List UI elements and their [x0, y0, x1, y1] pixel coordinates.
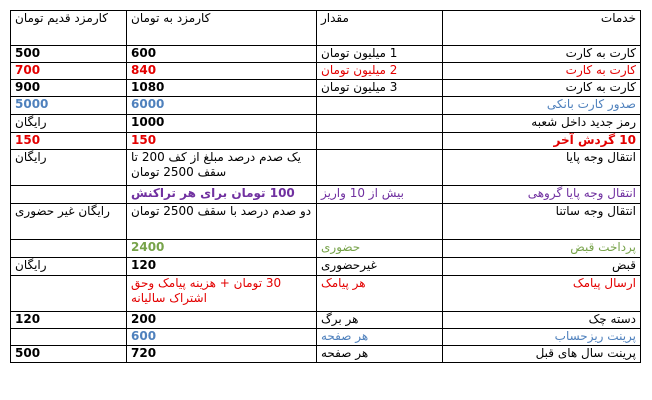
service-cell: کارت به کارت — [443, 63, 641, 80]
old-fee-cell: 700 — [11, 63, 127, 80]
service-cell: انتقال وجه پایا — [443, 150, 641, 186]
table-row — [11, 346, 641, 363]
amount-cell: هر صفحه — [317, 329, 443, 346]
service-cell: انتقال وجه پایا گروهی — [443, 186, 641, 204]
old-fee-cell — [11, 240, 127, 258]
service-cell: 10 گردش آخر — [443, 133, 641, 150]
table-row — [11, 186, 641, 204]
amount-cell: بیش از 10 واریز — [317, 186, 443, 204]
amount-cell — [317, 97, 443, 115]
service-cell: انتقال وجه ساتنا — [443, 204, 641, 240]
old-fee-cell: 500 — [11, 46, 127, 63]
fee-cell: 600 — [127, 329, 317, 346]
fee-cell: 720 — [127, 346, 317, 363]
fee-cell: 100 تومان برای هر تراکنش — [127, 186, 317, 204]
header-old-fee: کارمزد قدیم تومان — [11, 11, 127, 46]
header-service: خدمات — [443, 11, 641, 46]
old-fee-cell: رایگان — [11, 115, 127, 133]
fee-cell: 1000 — [127, 115, 317, 133]
amount-cell: هر صفحه — [317, 346, 443, 363]
table-row — [11, 258, 641, 276]
fee-cell: 1080 — [127, 80, 317, 97]
table-row — [11, 312, 641, 329]
header-fee: کارمزد به تومان — [127, 11, 317, 46]
amount-cell: 2 میلیون تومان — [317, 63, 443, 80]
table-row — [11, 97, 641, 115]
amount-cell: حضوری — [317, 240, 443, 258]
header-amount: مقدار — [317, 11, 443, 46]
table-row — [11, 276, 641, 312]
amount-cell — [317, 150, 443, 186]
fee-cell: 150 — [127, 133, 317, 150]
fee-cell: 840 — [127, 63, 317, 80]
amount-cell — [317, 133, 443, 150]
service-cell: پرداخت قبض — [443, 240, 641, 258]
old-fee-cell — [11, 186, 127, 204]
service-cell: دسته چک — [443, 312, 641, 329]
amount-cell: هر پیامک — [317, 276, 443, 312]
service-cell: پرینت سال های قبل — [443, 346, 641, 363]
table-row — [11, 133, 641, 150]
old-fee-cell: 900 — [11, 80, 127, 97]
table-row — [11, 204, 641, 240]
table-row — [11, 63, 641, 80]
header-row — [11, 11, 641, 46]
fee-cell: 6000 — [127, 97, 317, 115]
amount-cell: هر برگ — [317, 312, 443, 329]
fee-cell: یک صدم درصد مبلغ از کف 200 تا سقف 2500 تومان — [127, 150, 317, 186]
old-fee-cell: رایگان — [11, 150, 127, 186]
old-fee-cell: 150 — [11, 133, 127, 150]
service-cell: کارت به کارت — [443, 46, 641, 63]
old-fee-cell: رایگان — [11, 258, 127, 276]
fee-cell: 120 — [127, 258, 317, 276]
service-cell: صدور کارت بانکی — [443, 97, 641, 115]
table-row — [11, 46, 641, 63]
amount-cell — [317, 204, 443, 240]
fee-cell: 200 — [127, 312, 317, 329]
fee-cell: دو صدم درصد با سقف 2500 تومان — [127, 204, 317, 240]
service-cell: رمز جدید داخل شعبه — [443, 115, 641, 133]
fee-table — [10, 10, 641, 363]
service-cell: پرینت ریزحساب — [443, 329, 641, 346]
amount-cell — [317, 115, 443, 133]
table-row — [11, 80, 641, 97]
fee-table-container — [10, 10, 641, 363]
service-cell: قبض — [443, 258, 641, 276]
fee-cell: 30 تومان + هزینه پیامک وحق اشتراک سالیانه — [127, 276, 317, 312]
old-fee-cell — [11, 276, 127, 312]
fee-cell: 2400 — [127, 240, 317, 258]
fee-cell: 600 — [127, 46, 317, 63]
amount-cell: غیرحضوری — [317, 258, 443, 276]
old-fee-cell: 120 — [11, 312, 127, 329]
amount-cell: 1 میلیون تومان — [317, 46, 443, 63]
old-fee-cell: 5000 — [11, 97, 127, 115]
table-row — [11, 150, 641, 186]
service-cell: کارت به کارت — [443, 80, 641, 97]
service-cell: ارسال پیامک — [443, 276, 641, 312]
table-row — [11, 115, 641, 133]
old-fee-cell: رایگان غیر حضوری — [11, 204, 127, 240]
old-fee-cell: 500 — [11, 346, 127, 363]
old-fee-cell — [11, 329, 127, 346]
table-row — [11, 240, 641, 258]
table-row — [11, 329, 641, 346]
amount-cell: 3 میلیون تومان — [317, 80, 443, 97]
